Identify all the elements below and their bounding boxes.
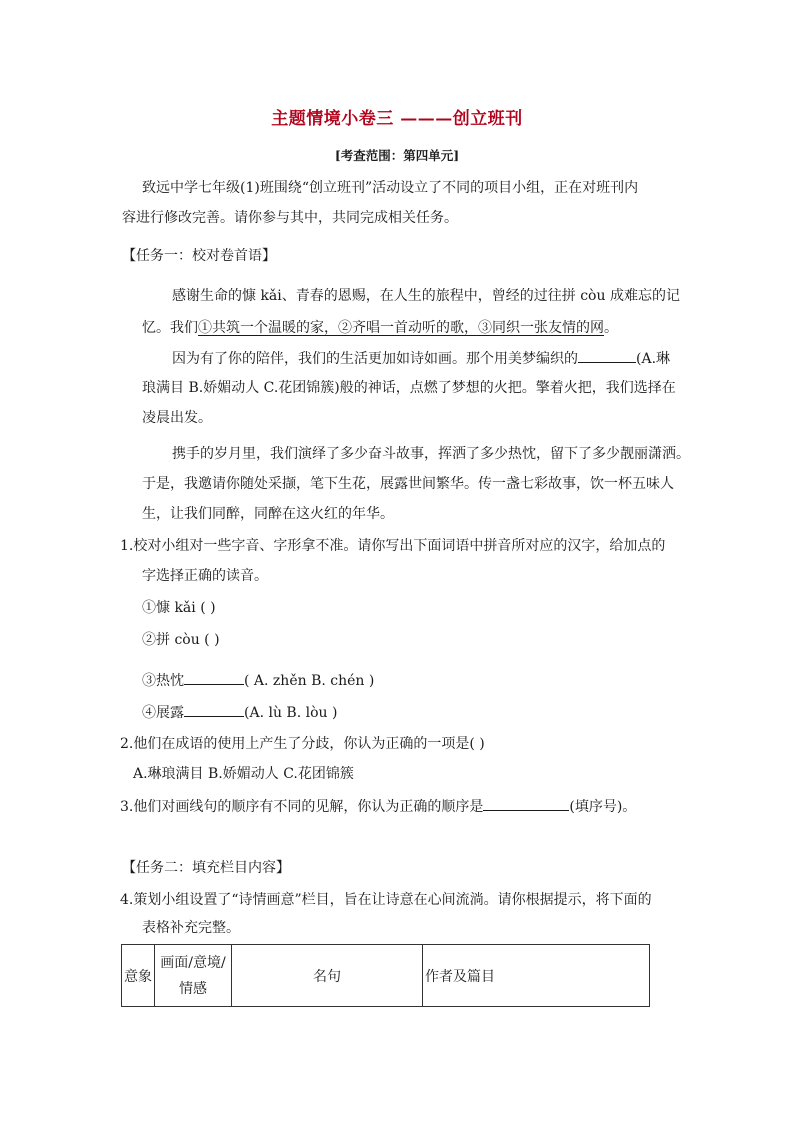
intro-line-1: 致远中学七年级(1)班围绕“创立班刊”活动设立了不同的项目小组，正在对班刊内 xyxy=(142,180,639,196)
preface-p2-line-3: 凌晨出发。 xyxy=(142,410,212,426)
q1-c-blank[interactable] xyxy=(184,670,244,685)
underlined-sentences: ①共筑一个温暖的家，②齐唱一首动听的歌，③同织一张友情的网 xyxy=(198,320,604,336)
preface-p1-line-2: 忆。我们①共筑一个温暖的家，②齐唱一首动听的歌，③同织一张友情的网。 xyxy=(142,320,618,336)
q4-line-2: 表格补充完整。 xyxy=(142,920,240,936)
header-author-work: 作者及篇目 xyxy=(423,945,650,1007)
preface-p3-line-3: 生，让我们同醉，同醉在这火红的年华。 xyxy=(142,506,394,522)
page-title: 主题情境小卷三 ———创立班刊 xyxy=(271,109,523,129)
q1-line-1: 1.校对小组对一些字音、字形拿不准。请你写出下面词语中拼音所对应的汉字，给加点的 xyxy=(120,538,666,554)
q1-item-d: ④展露 (A. lù B. lòu ) xyxy=(142,702,337,723)
intro-line-2: 容进行修改完善。请你参与其中，共同完成相关任务。 xyxy=(122,210,458,226)
header-famous-line: 名句 xyxy=(232,945,423,1007)
exam-scope: [考查范围：第四单元] xyxy=(334,148,460,163)
table-header-row xyxy=(122,945,650,1007)
idiom-blank[interactable] xyxy=(578,348,636,363)
header-scene: 画面/意境/ 情感 xyxy=(155,945,232,1007)
preface-p3-line-1: 携手的岁月里，我们演绎了多少奋斗故事，挥洒了多少热忱，留下了多少靓丽潇洒。 xyxy=(172,446,690,462)
q2-options: A.琳琅满目 B.娇媚动人 C.花团锦簇 xyxy=(133,766,354,782)
q3-line: 3.他们对画线句的顺序有不同的见解，你认为正确的顺序是 (填序号)。 xyxy=(120,796,636,817)
poetry-table xyxy=(121,944,650,1007)
q2-stem: 2.他们在成语的使用上产生了分歧，你认为正确的一项是( ) xyxy=(120,736,485,752)
task1-heading: 【任务一：校对卷首语】 xyxy=(122,248,276,264)
q1-line-2: 字选择正确的读音。 xyxy=(142,568,268,584)
preface-p1-line-1: 感谢生命的慷 kǎi、青春的恩赐，在人生的旅程中，曾经的过往拼 còu 成难忘的记 xyxy=(172,288,680,304)
preface-p2-line-1: 因为有了你的陪伴，我们的生活更加如诗如画。那个用美梦编织的 (A.琳 xyxy=(172,348,670,369)
q1-item-a: ①慷 kǎi ( ) xyxy=(142,600,216,616)
q1-item-c: ③热忱 ( A. zhěn B. chén ) xyxy=(142,670,374,691)
q1-item-b: ②拼 còu ( ) xyxy=(142,632,220,648)
q4-line-1: 4.策划小组设置了“诗情画意”栏目，旨在让诗意在心间流淌。请你根据提示，将下面的 xyxy=(120,892,652,908)
preface-p3-line-2: 于是，我邀请你随处采撷，笔下生花，展露世间繁华。传一盏七彩故事，饮一杯五味人 xyxy=(142,476,674,492)
q1-d-blank[interactable] xyxy=(184,702,244,717)
preface-p2-line-2: 琅满目 B.娇媚动人 C.花团锦簇)般的神话，点燃了梦想的火把。擎着火把，我们选择在 xyxy=(142,380,676,396)
header-imagery: 意象 xyxy=(122,945,155,1007)
task2-heading: 【任务二：填充栏目内容】 xyxy=(122,860,290,876)
q3-blank[interactable] xyxy=(483,796,569,811)
